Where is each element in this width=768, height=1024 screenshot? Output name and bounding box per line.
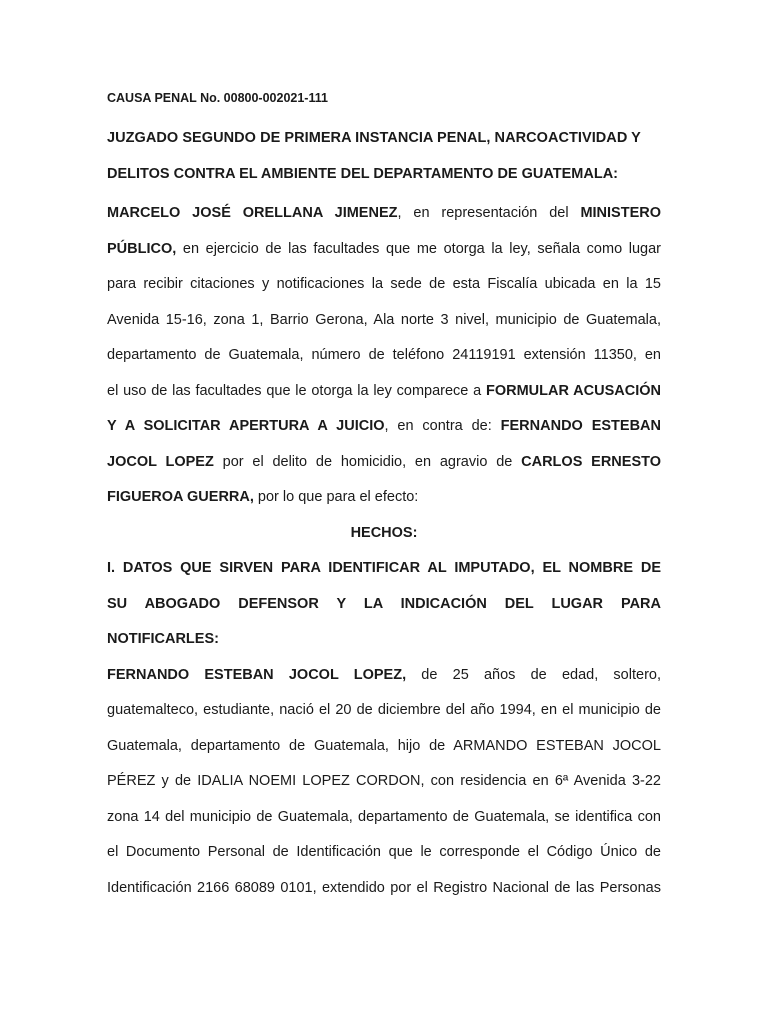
text-line: departamento de Guatemala, número de teléfono 24119191 extensión 11350, en <box>107 347 661 363</box>
text-line: el uso de las facultades que le otorga la ley comparece a FORMULAR ACUSACIÓN <box>107 382 661 399</box>
section-title: HECHOS: <box>350 524 418 541</box>
text-line: PÉREZ y de IDALIA NOEMI LOPEZ CORDON, con residencia en 6ª Avenida 3-22 <box>107 773 661 789</box>
text-line: Identificación 2166 68089 0101, extendido por el Registro Nacional de las Personas <box>107 879 661 896</box>
subsection-heading-line: SU ABOGADO DEFENSOR Y LA INDICACIÓN DEL LUGAR PARA <box>107 595 661 612</box>
court-heading-line: JUZGADO SEGUNDO DE PRIMERA INSTANCIA PENAL, NARCOACTIVIDAD Y <box>107 130 641 146</box>
text-line: FERNANDO ESTEBAN JOCOL LOPEZ, de 25 años de edad, soltero, <box>107 666 661 683</box>
text-line: guatemalteco, estudiante, nació el 20 de diciembre del año 1994, en el municipio de <box>107 702 661 718</box>
text-line: Y A SOLICITAR APERTURA A JUICIO, en contra de: FERNANDO ESTEBAN <box>107 418 661 434</box>
text-line: el Documento Personal de Identificación que le corresponde el Código Único de <box>107 844 661 860</box>
text-line: MARCELO JOSÉ ORELLANA JIMENEZ, en representación del MINISTERO <box>107 205 661 221</box>
text-line: zona 14 del municipio de Guatemala, departamento de Guatemala, se identifica con <box>107 808 661 825</box>
text-line: Avenida 15-16, zona 1, Barrio Gerona, Ala norte 3 nivel, municipio de Guatemala, <box>107 311 661 328</box>
document-body <box>107 196 661 906</box>
text-line: para recibir citaciones y notificaciones la sede de esta Fiscalía ubicada en la 15 <box>107 276 661 292</box>
court-heading <box>107 120 661 192</box>
text-line: FIGUEROA GUERRA, por lo que para el efecto: <box>107 489 419 505</box>
text-line: Guatemala, departamento de Guatemala, hijo de ARMANDO ESTEBAN JOCOL <box>107 737 661 754</box>
court-heading-line: DELITOS CONTRA EL AMBIENTE DEL DEPARTAMENTO DE GUATEMALA: <box>107 166 618 182</box>
case-number: CAUSA PENAL No. 00800-002021-111 <box>107 91 328 105</box>
text-line: JOCOL LOPEZ por el delito de homicidio, en agravio de CARLOS ERNESTO <box>107 453 661 470</box>
text-line: PÚBLICO, en ejercicio de las facultades que me otorga la ley, señala como lugar <box>107 240 661 257</box>
subsection-heading-line: I. DATOS QUE SIRVEN PARA IDENTIFICAR AL IMPUTADO, EL NOMBRE DE <box>107 560 661 576</box>
subsection-heading-line: NOTIFICARLES: <box>107 631 219 647</box>
